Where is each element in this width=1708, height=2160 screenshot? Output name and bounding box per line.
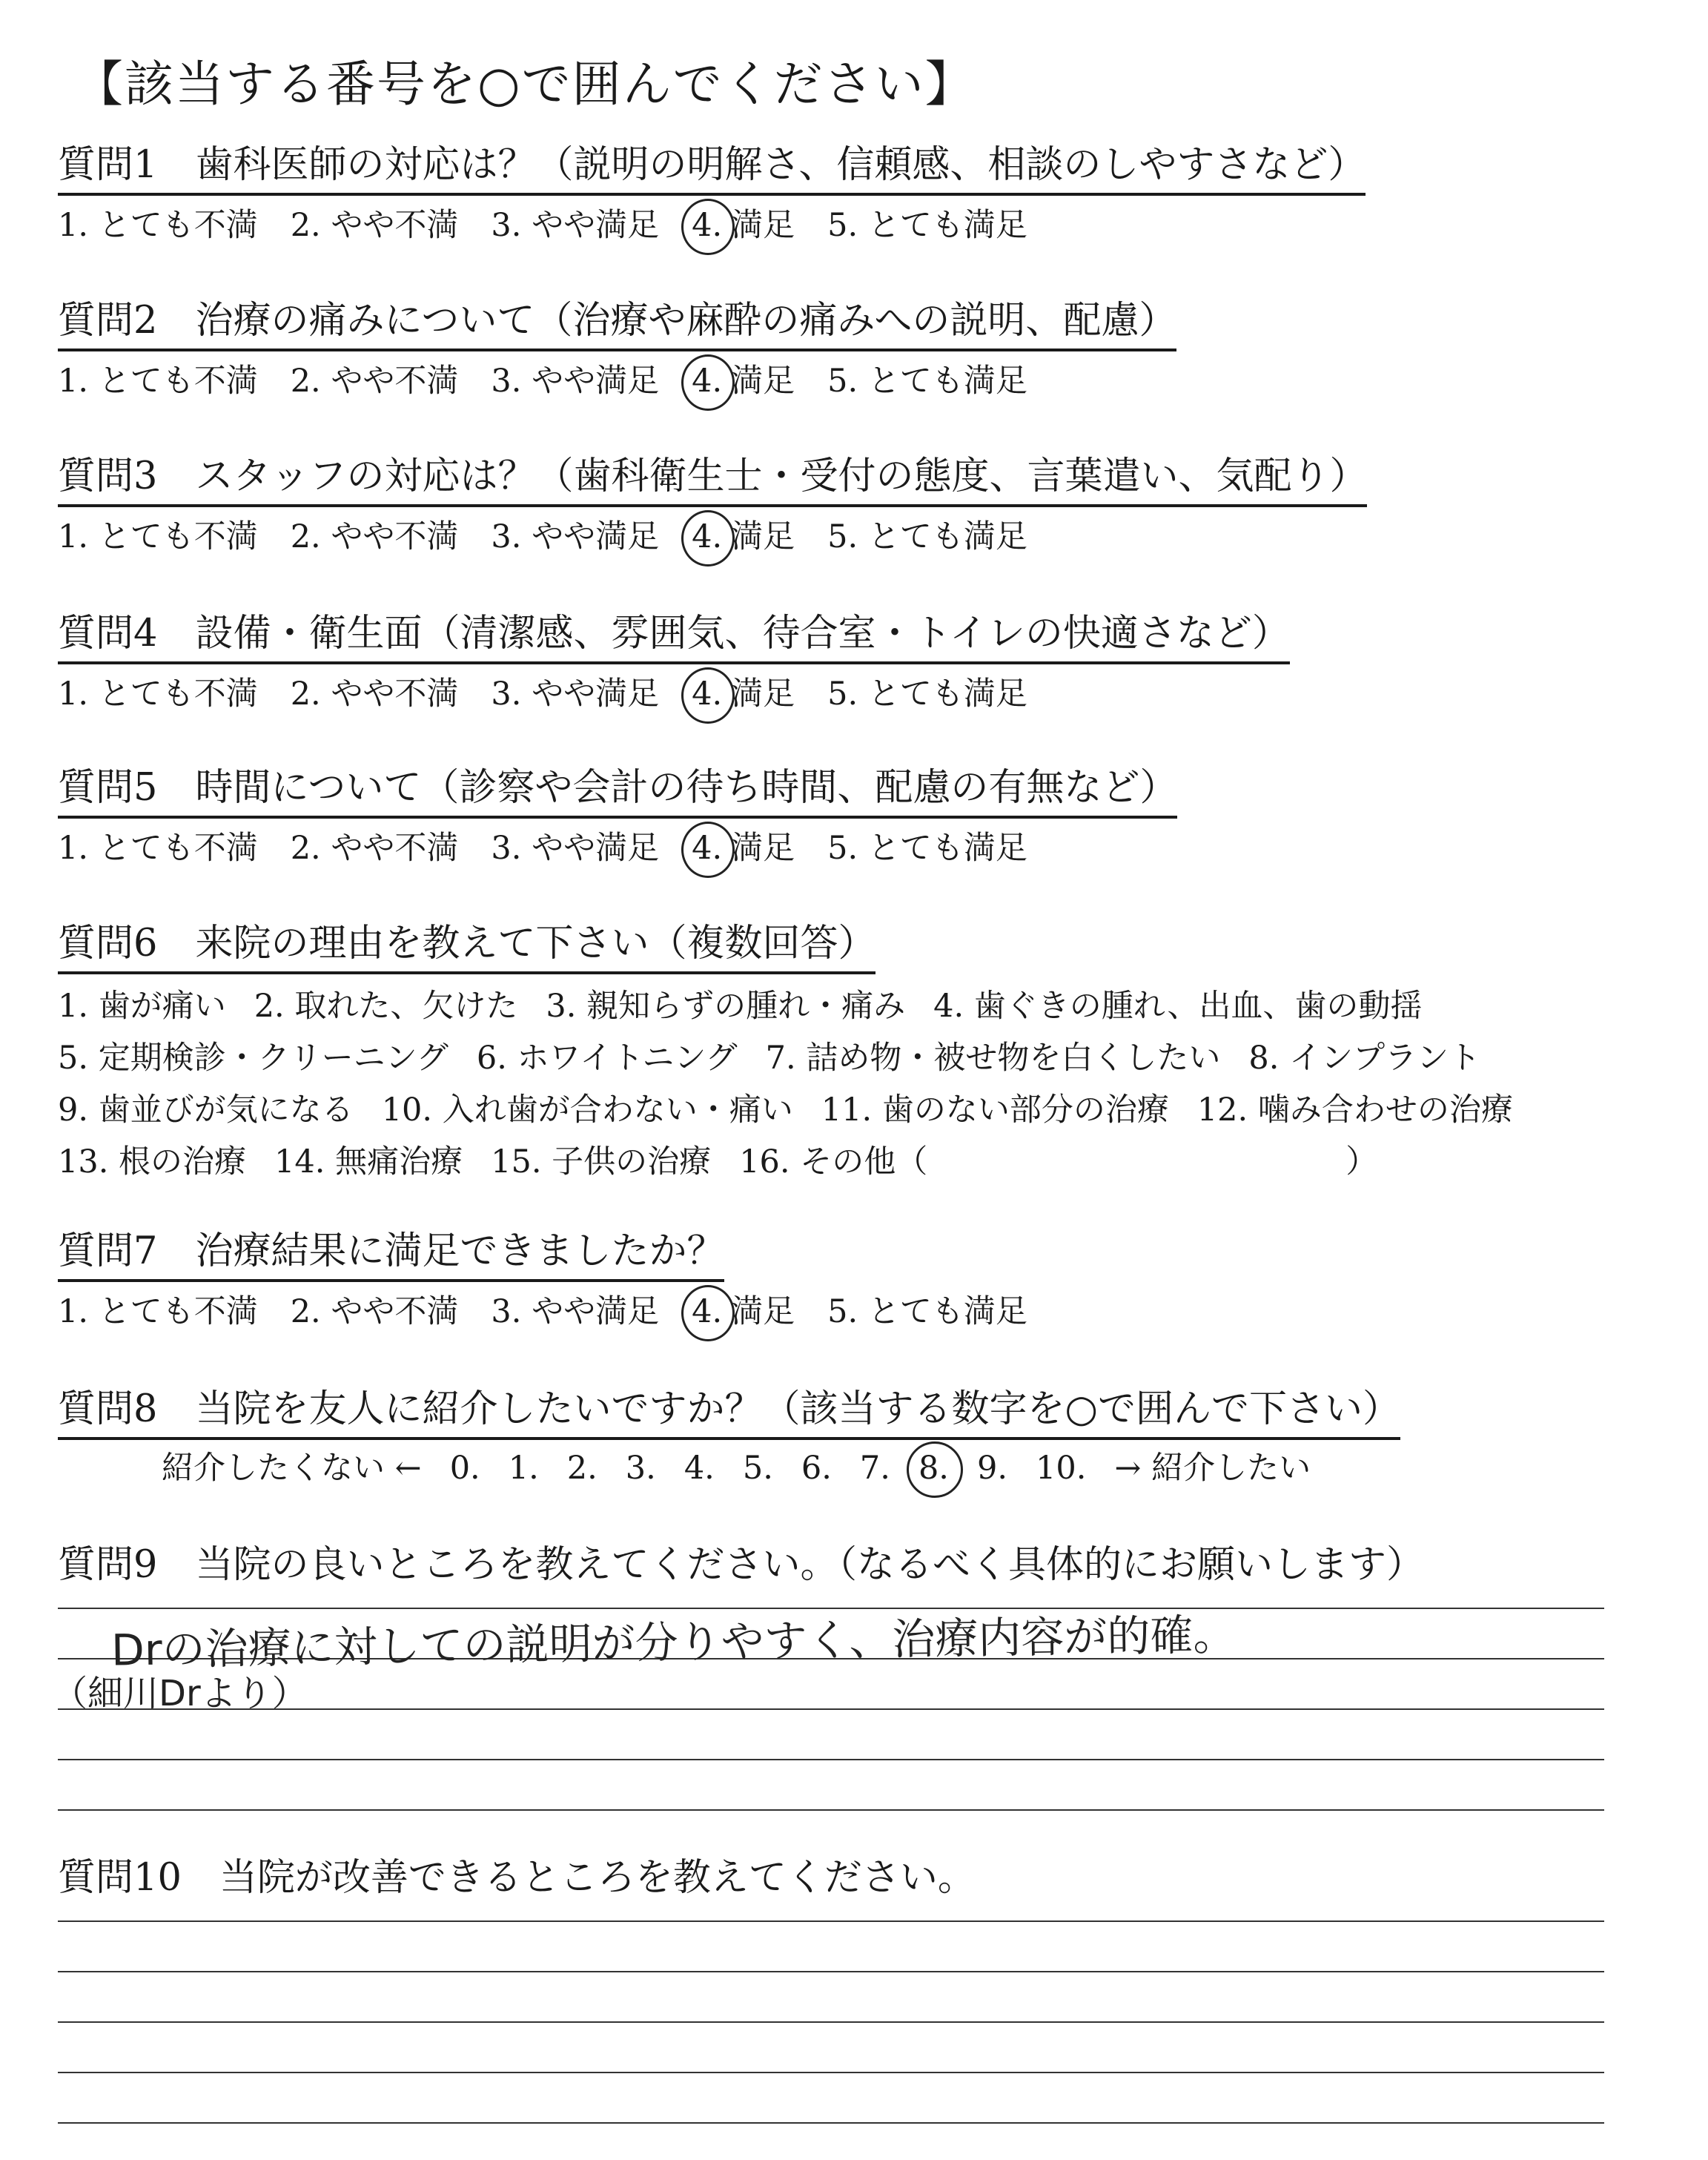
option-1[interactable]: 1. とても不満 <box>58 207 258 244</box>
option-4-circled[interactable]: 4. <box>692 515 722 559</box>
option-1[interactable]: 1. とても不満 <box>58 363 258 400</box>
question-4 <box>58 610 1290 716</box>
option-3[interactable]: 3. やや満足 <box>491 676 660 713</box>
question-9-title: 質問9 当院の良いところを教えてください。（なるべく具体的にお願いします） <box>58 1543 1424 1587</box>
scale-5[interactable]: 5. <box>742 1450 773 1487</box>
option-5[interactable]: 5. とても満足 <box>827 830 1027 867</box>
reason-item[interactable]: 3. 親知らずの腫れ・痛み <box>546 988 906 1025</box>
answer-line <box>58 1759 1604 1760</box>
question-9 <box>58 1541 1424 1593</box>
option-1[interactable]: 1. とても不満 <box>58 1293 258 1330</box>
question-3-options <box>58 515 1367 559</box>
question-1-title: 質問1 歯科医師の対応は？（説明の明解さ、信頼感、相談のしやすさなど） <box>58 141 1366 196</box>
option-1[interactable]: 1. とても不満 <box>58 676 258 713</box>
option-4-label: 満足 <box>731 518 795 555</box>
question-5-title: 質問5 時間について（診察や会計の待ち時間、配慮の有無など） <box>58 764 1177 819</box>
option-4-label: 満足 <box>731 207 795 244</box>
reason-item[interactable]: 1. 歯が痛い <box>58 988 226 1025</box>
reason-item-other[interactable]: 16. その他（ <box>739 1143 928 1180</box>
scale-2[interactable]: 2. <box>566 1450 598 1487</box>
option-3[interactable]: 3. やや満足 <box>491 207 660 244</box>
reason-item[interactable]: 11. 歯のない部分の治療 <box>821 1091 1169 1129</box>
question-6-title: 質問6 来院の理由を教えて下さい（複数回答） <box>58 919 875 974</box>
option-2[interactable]: 2. やや不満 <box>290 830 459 867</box>
reason-item[interactable]: 10. 入れ歯が合わない・痛い <box>381 1091 793 1129</box>
reason-row <box>58 1032 1541 1084</box>
scale-1[interactable]: 1. <box>508 1450 539 1487</box>
answer-line <box>58 2021 1604 2023</box>
question-7-options <box>58 1289 1060 1334</box>
reason-item[interactable]: 4. 歯ぐきの腫れ、出血、歯の動揺 <box>933 988 1423 1025</box>
question-8-title: 質問8 当院を友人に紹介したいですか？（該当する数字を○で囲んで下さい） <box>58 1385 1400 1440</box>
answer-line <box>58 1920 1604 1922</box>
option-5[interactable]: 5. とても満足 <box>827 676 1027 713</box>
option-5[interactable]: 5. とても満足 <box>827 518 1027 555</box>
option-3[interactable]: 3. やや満足 <box>491 363 660 400</box>
answer-line <box>58 1971 1604 1972</box>
reason-row <box>58 980 1541 1032</box>
option-4-label: 満足 <box>731 830 795 867</box>
option-1[interactable]: 1. とても不満 <box>58 518 258 555</box>
reason-item[interactable]: 13. 根の治療 <box>58 1143 247 1180</box>
reason-row <box>58 1136 1541 1188</box>
option-4-circled[interactable]: 4. <box>692 359 722 403</box>
option-4-label: 満足 <box>731 363 795 400</box>
reason-item[interactable]: 14. 無痛治療 <box>274 1143 463 1180</box>
question-5 <box>58 764 1177 871</box>
reason-item[interactable]: 6. ホワイトニング <box>476 1040 738 1077</box>
question-4-title: 質問4 設備・衛生面（清潔感、雰囲気、待合室・トイレの快適さなど） <box>58 610 1290 664</box>
question-3-title: 質問3 スタッフの対応は？（歯科衛生士・受付の態度、言葉遣い、気配り） <box>58 452 1367 507</box>
question-6 <box>58 919 1541 1188</box>
handwritten-answer-line-2[interactable]: （細川Drより） <box>52 1673 308 1714</box>
question-2 <box>58 297 1176 403</box>
question-10 <box>58 1854 976 1906</box>
option-3[interactable]: 3. やや満足 <box>491 830 660 867</box>
option-2[interactable]: 2. やや不満 <box>290 207 459 244</box>
option-5[interactable]: 5. とても満足 <box>827 207 1027 244</box>
option-2[interactable]: 2. やや不満 <box>290 676 459 713</box>
question-4-options <box>58 672 1290 716</box>
scale-9[interactable]: 9. <box>976 1450 1008 1487</box>
option-2[interactable]: 2. やや不満 <box>290 1293 459 1330</box>
scale-right-label: → 紹介したい <box>1114 1450 1311 1487</box>
option-4-label: 満足 <box>731 1293 795 1330</box>
option-4-circled[interactable]: 4. <box>692 672 722 716</box>
reason-item[interactable]: 15. 子供の治療 <box>491 1143 712 1180</box>
question-1 <box>58 141 1366 248</box>
scale-left-label: 紹介したくない ← <box>162 1450 422 1487</box>
question-5-options <box>58 826 1177 871</box>
recommend-scale <box>162 1446 1339 1490</box>
scale-6[interactable]: 6. <box>801 1450 832 1487</box>
option-3[interactable]: 3. やや満足 <box>491 1293 660 1330</box>
question-7 <box>58 1227 1060 1334</box>
option-2[interactable]: 2. やや不満 <box>290 363 459 400</box>
reason-other-close: ） <box>1345 1143 1378 1180</box>
option-5[interactable]: 5. とても満足 <box>827 363 1027 400</box>
reason-row <box>58 1084 1541 1136</box>
question-6-options <box>58 980 1541 1188</box>
scale-3[interactable]: 3. <box>625 1450 656 1487</box>
question-1-options <box>58 203 1366 248</box>
page-title: 【該当する番号を○で囲んでください】 <box>74 56 976 113</box>
option-5[interactable]: 5. とても満足 <box>827 1293 1027 1330</box>
option-1[interactable]: 1. とても不満 <box>58 830 258 867</box>
option-4-circled[interactable]: 4. <box>692 826 722 871</box>
option-4-label: 満足 <box>731 676 795 713</box>
option-4-circled[interactable]: 4. <box>692 1289 722 1334</box>
reason-item[interactable]: 7. 詰め物・被せ物を白くしたい <box>765 1040 1221 1077</box>
reason-item[interactable]: 5. 定期検診・クリーニング <box>58 1040 448 1077</box>
question-10-title: 質問10 当院が改善できるところを教えてください。 <box>58 1856 976 1900</box>
reason-item[interactable]: 2. 取れた、欠けた <box>254 988 518 1025</box>
answer-line <box>58 2122 1604 2124</box>
scale-0[interactable]: 0. <box>449 1450 480 1487</box>
option-4-circled[interactable]: 4. <box>692 203 722 248</box>
question-2-title: 質問2 治療の痛みについて（治療や麻酔の痛みへの説明、配慮） <box>58 297 1176 351</box>
scale-7[interactable]: 7. <box>859 1450 890 1487</box>
option-2[interactable]: 2. やや不満 <box>290 518 459 555</box>
question-2-options <box>58 359 1176 403</box>
scale-8-circled[interactable]: 8. <box>918 1446 949 1490</box>
question-7-title: 質問7 治療結果に満足できましたか？ <box>58 1227 724 1282</box>
scale-10[interactable]: 10. <box>1036 1450 1087 1487</box>
scale-4[interactable]: 4. <box>683 1450 715 1487</box>
answer-line <box>58 2072 1604 2073</box>
question-8 <box>58 1385 1400 1440</box>
reason-item[interactable]: 8. インプラント <box>1248 1040 1481 1077</box>
reason-item[interactable]: 9. 歯並びが気になる <box>58 1091 354 1129</box>
handwritten-answer-line-1[interactable]: Drの治療に対しての説明が分りやすく、治療内容が的確。 <box>110 1609 1237 1676</box>
answer-line <box>58 1809 1604 1811</box>
option-3[interactable]: 3. やや満足 <box>491 518 660 555</box>
reason-item[interactable]: 12. 噛み合わせの治療 <box>1196 1091 1513 1129</box>
question-3 <box>58 452 1367 559</box>
